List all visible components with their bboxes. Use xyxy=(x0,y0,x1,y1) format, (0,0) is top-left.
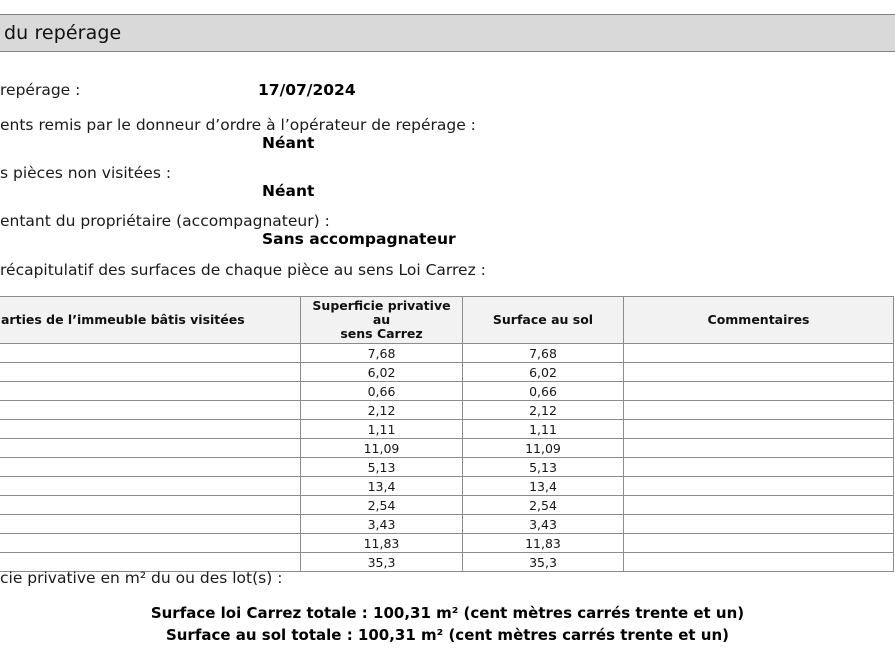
cell-surface-au-sol: 7,68 xyxy=(463,344,624,363)
cell-commentaire xyxy=(624,496,894,515)
cell-superficie-carrez: 13,4 xyxy=(301,477,463,496)
cell-superficie-carrez: 7,68 xyxy=(301,344,463,363)
total-surface-loi-carrez: Surface loi Carrez totale : 100,31 m² (cent mètres carrés trente et un) xyxy=(150,604,745,622)
cell-superficie-carrez: 2,12 xyxy=(301,401,463,420)
cell-description xyxy=(0,477,301,496)
surfaces-table-body xyxy=(0,344,894,572)
cell-description xyxy=(0,382,301,401)
cell-superficie-carrez: 11,83 xyxy=(301,534,463,553)
cell-surface-au-sol: 1,11 xyxy=(463,420,624,439)
table-row xyxy=(0,515,894,534)
cell-description xyxy=(0,420,301,439)
field-value-documents-remis: Néant xyxy=(262,134,315,152)
cell-commentaire xyxy=(624,363,894,382)
cell-commentaire xyxy=(624,439,894,458)
cell-superficie-carrez: 3,43 xyxy=(301,515,463,534)
cell-commentaire xyxy=(624,401,894,420)
field-label-pieces-non-visitees: s pièces non visitées : xyxy=(0,164,172,182)
column-header-superficie-carrez xyxy=(301,297,463,344)
cell-superficie-carrez: 2,54 xyxy=(301,496,463,515)
table-row xyxy=(0,496,894,515)
cell-surface-au-sol: 0,66 xyxy=(463,382,624,401)
table-row xyxy=(0,401,894,420)
column-header-superficie-carrez-line2: sens Carrez xyxy=(340,326,423,341)
section-header-title: du repérage xyxy=(4,22,122,44)
cell-surface-au-sol: 11,09 xyxy=(463,439,624,458)
cell-surface-au-sol: 3,43 xyxy=(463,515,624,534)
column-header-parties-immeuble: arties de l’immeuble bâtis visitées xyxy=(0,297,301,344)
table-row xyxy=(0,420,894,439)
cell-superficie-carrez: 0,66 xyxy=(301,382,463,401)
cell-commentaire xyxy=(624,534,894,553)
cell-commentaire xyxy=(624,344,894,363)
cell-commentaire xyxy=(624,553,894,572)
field-value-representant-proprietaire: Sans accompagnateur xyxy=(262,230,456,248)
cell-surface-au-sol: 13,4 xyxy=(463,477,624,496)
table-header-row xyxy=(0,297,894,344)
cell-superficie-carrez: 5,13 xyxy=(301,458,463,477)
totals-block xyxy=(0,602,895,646)
totals-intro-label: cie privative en m² du ou des lot(s) : xyxy=(0,569,283,587)
field-label-date-reperage: repérage : xyxy=(0,81,81,99)
table-row xyxy=(0,439,894,458)
column-header-superficie-carrez-line1: Superficie privative au xyxy=(312,298,451,327)
cell-superficie-carrez: 11,09 xyxy=(301,439,463,458)
column-header-surface-au-sol: Surface au sol xyxy=(463,297,624,344)
surfaces-table xyxy=(0,296,894,572)
field-value-pieces-non-visitees: Néant xyxy=(262,182,315,200)
cell-surface-au-sol: 11,83 xyxy=(463,534,624,553)
cell-superficie-carrez: 35,3 xyxy=(301,553,463,572)
cell-commentaire xyxy=(624,515,894,534)
cell-surface-au-sol: 35,3 xyxy=(463,553,624,572)
cell-description xyxy=(0,534,301,553)
table-row xyxy=(0,534,894,553)
field-label-representant-proprietaire: entant du propriétaire (accompagnateur) : xyxy=(0,212,330,230)
table-row xyxy=(0,344,894,363)
cell-commentaire xyxy=(624,420,894,439)
cell-surface-au-sol: 2,12 xyxy=(463,401,624,420)
cell-superficie-carrez: 1,11 xyxy=(301,420,463,439)
table-row xyxy=(0,363,894,382)
cell-surface-au-sol: 5,13 xyxy=(463,458,624,477)
field-value-date-reperage: 17/07/2024 xyxy=(258,81,356,99)
surfaces-table-header xyxy=(0,297,894,344)
field-label-documents-remis: ents remis par le donneur d’ordre à l’opérateur de repérage : xyxy=(0,116,476,134)
table-row xyxy=(0,382,894,401)
cell-description xyxy=(0,363,301,382)
cell-description xyxy=(0,458,301,477)
cell-surface-au-sol: 6,02 xyxy=(463,363,624,382)
cell-commentaire xyxy=(624,477,894,496)
column-header-commentaires: Commentaires xyxy=(624,297,894,344)
table-row xyxy=(0,477,894,496)
field-label-tableau-recapitulatif: récapitulatif des surfaces de chaque pièce au sens Loi Carrez : xyxy=(0,261,486,279)
cell-commentaire xyxy=(624,382,894,401)
total-surface-au-sol: Surface au sol totale : 100,31 m² (cent mètres carrés trente et un) xyxy=(165,626,730,644)
table-row xyxy=(0,458,894,477)
cell-surface-au-sol: 2,54 xyxy=(463,496,624,515)
cell-commentaire xyxy=(624,458,894,477)
cell-superficie-carrez: 6,02 xyxy=(301,363,463,382)
cell-description xyxy=(0,344,301,363)
cell-description xyxy=(0,496,301,515)
cell-description xyxy=(0,401,301,420)
cell-description xyxy=(0,439,301,458)
section-header-band xyxy=(0,14,895,52)
cell-description xyxy=(0,515,301,534)
